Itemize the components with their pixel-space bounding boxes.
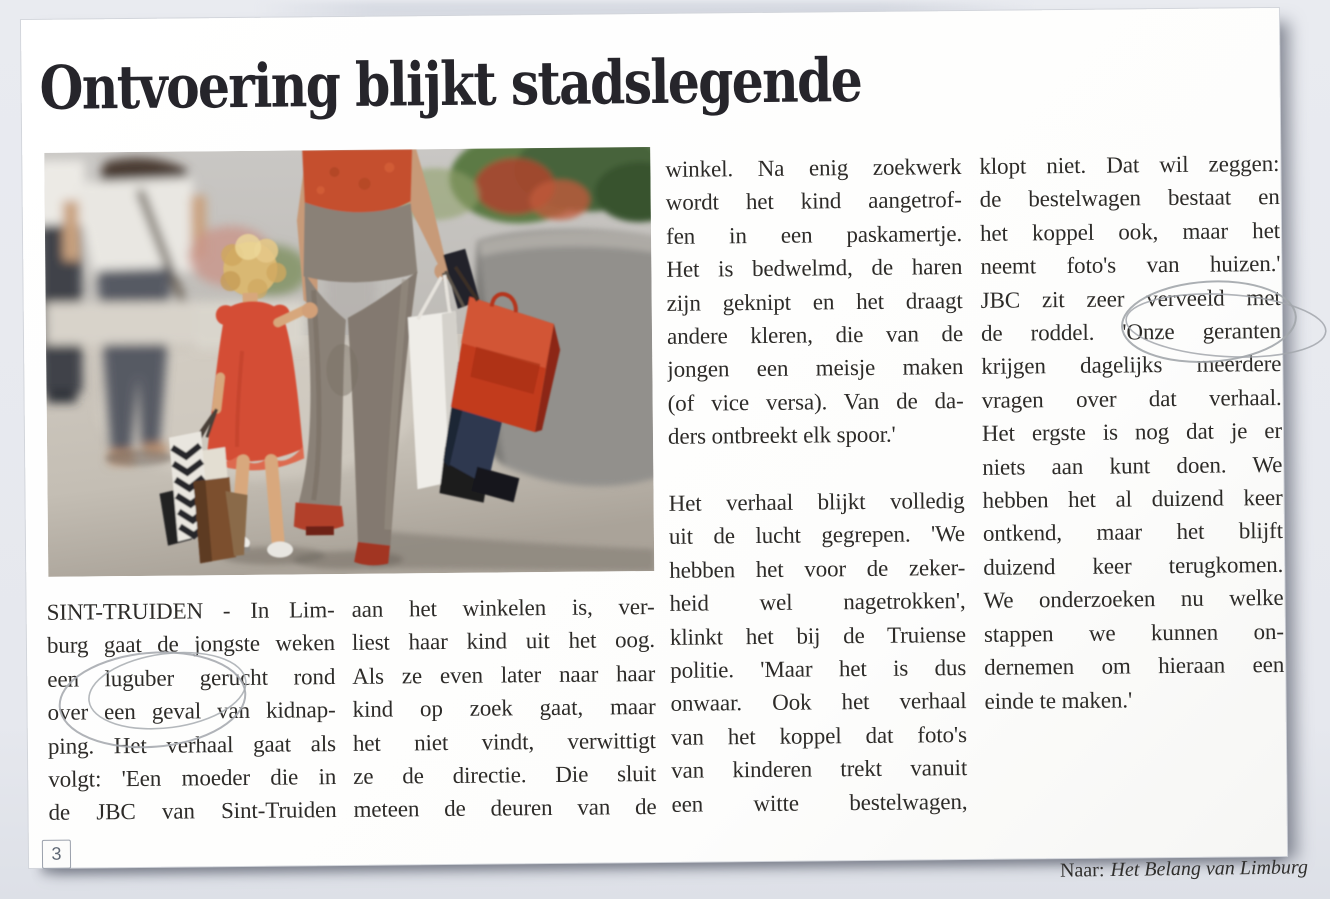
text-line: andere kleren, die van de	[666, 321, 964, 349]
text-line: niets aan kunt doen. We	[982, 451, 1283, 480]
text-line: van kinderen trekt vanuit	[671, 755, 968, 784]
text-line: zijn geknipt en het draagt	[666, 287, 963, 316]
text-line: het koppel ook, maar het	[979, 217, 1281, 246]
text-line: de JBC van Sint-Truiden	[48, 797, 337, 826]
text-line: dernemen om hieraan een	[984, 652, 1285, 680]
text-line: meteen de deuren van de	[353, 794, 657, 823]
article-photo	[44, 147, 654, 577]
text-line: kind op zoek gaat, maar	[352, 694, 656, 723]
article-column-3	[665, 150, 967, 821]
text-line: fen in een paskamertje.	[665, 220, 963, 249]
text-line: de roddel. 'Onze geranten	[980, 318, 1282, 346]
text-line: vragen over dat verhaal.	[981, 384, 1282, 413]
text-line: SINT-TRUIDEN - In Lim-	[46, 597, 335, 625]
article-column-1	[46, 593, 336, 830]
text-line: (of vice versa). Van de da-	[667, 387, 964, 416]
page-number: 3	[51, 843, 62, 864]
text-line: volgt: 'Een moeder die in	[48, 764, 337, 792]
text-line: Het verhaal blijkt volledig	[668, 488, 965, 516]
text-line: klopt niet. Dat wil zeggen:	[979, 150, 1280, 179]
text-line: Het ergste is nog dat je er	[981, 418, 1283, 447]
source-attribution	[1060, 856, 1308, 882]
text-line: ders ontbreekt elk spoor.'	[667, 421, 896, 450]
text-line: de bestelwagen bestaat en	[979, 184, 1280, 213]
article-column-4	[979, 147, 1284, 718]
text-line: We onderzoeken nu welke	[983, 585, 1284, 614]
text-line: ze de directie. Die sluit	[353, 761, 657, 789]
text-line: jongen een meisje maken	[667, 354, 964, 383]
text-line: Als ze even later naar haar	[352, 660, 656, 689]
text-line: een witte bestelwagen,	[671, 788, 968, 817]
text-line: krijgen dagelijks meerdere	[981, 351, 1282, 380]
text-line: heid wel nagetrokken',	[669, 588, 966, 617]
text-line: politie. 'Maar het is dus	[670, 655, 967, 683]
text-line: JBC zit zeer verveeld met	[980, 284, 1281, 313]
text-line: over een geval van kidnap-	[47, 697, 336, 726]
text-line: wordt het kind aangetrof-	[665, 187, 962, 216]
text-line: van het koppel dat foto's	[670, 721, 967, 750]
text-line: klinkt het bij de Truiense	[669, 621, 967, 650]
newspaper-page	[21, 8, 1287, 868]
text-line: hebben het voor de zeker-	[669, 554, 966, 583]
text-line: ontkend, maar het blijft	[982, 518, 1284, 547]
text-line: hebben het al duizend keer	[982, 485, 1283, 513]
article-column-2	[351, 590, 656, 827]
text-line: winkel. Na enig zoekwerk	[665, 154, 962, 182]
text-line: uit de lucht gegrepen. 'We	[668, 521, 966, 550]
text-line: Het is bedwelmd, de haren	[666, 254, 963, 283]
text-line: einde te maken.'	[984, 686, 1133, 714]
text-line: een luguber gerucht rond	[47, 663, 336, 692]
text-line: stappen we kunnen on-	[983, 618, 1285, 647]
page-number-badge	[42, 840, 71, 869]
text-line: liest haar kind uit het oog.	[351, 627, 656, 656]
article-headline: Ontvoering blijkt stadslegende	[39, 45, 862, 124]
text-line: neemt foto's van huizen.'	[980, 251, 1281, 280]
text-line: het niet vindt, verwittigt	[352, 727, 657, 756]
text-line: duizend keer terugkomen.	[983, 551, 1284, 580]
attribution-source: Het Belang van Limburg	[1110, 856, 1309, 882]
text-line	[668, 451, 964, 487]
text-line: aan het winkelen is, ver-	[351, 594, 655, 622]
text-line: onwaar. Ook het verhaal	[670, 688, 967, 717]
text-line: burg gaat de jongste weken	[46, 630, 336, 659]
text-line: ping. Het verhaal gaat als	[47, 730, 337, 759]
attribution-prefix: Naar:	[1059, 859, 1105, 882]
